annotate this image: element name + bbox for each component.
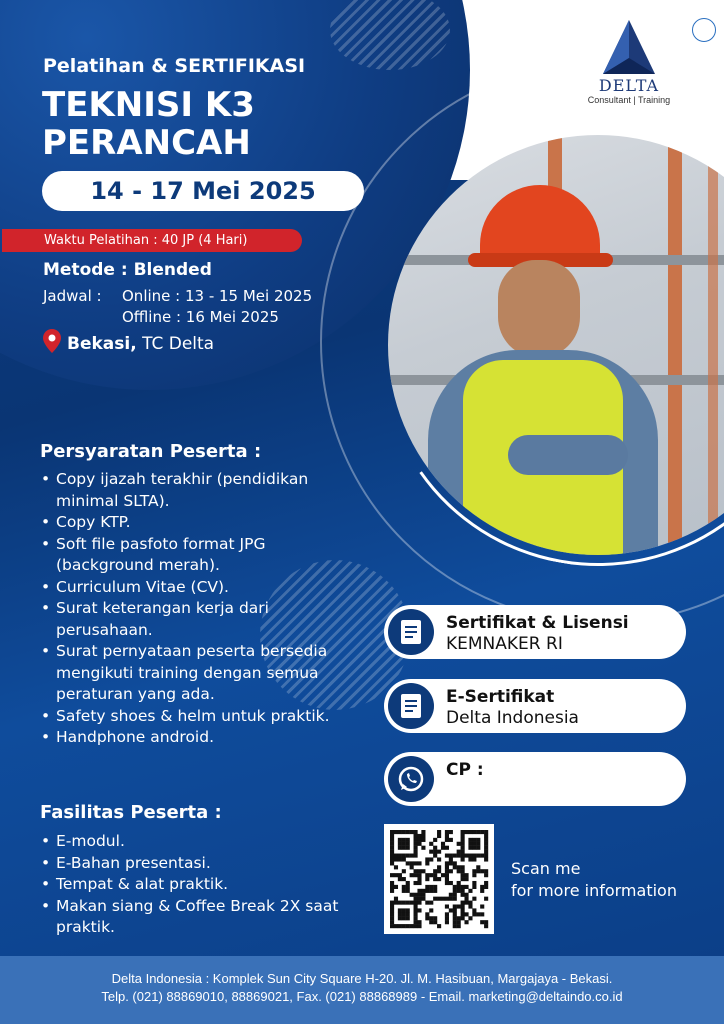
facilities-title: Fasilitas Peserta : [40,802,222,823]
list-item: • Copy ijazah terakhir (pendidikan minimal SLTA). [40,469,340,512]
document-icon [388,683,434,729]
schedule-online: Online : 13 - 15 Mei 2025 [122,287,313,305]
contact-card[interactable] [384,752,686,806]
footer [0,956,724,1024]
scan-line-1: Scan me [511,859,581,878]
list-item: • Surat pernyataan peserta bersedia mengikuti training dengan semua peraturan yang ada. [40,641,340,706]
location-pin-icon [43,329,61,353]
scan-line-2: for more information [511,881,677,900]
triangle-logo-icon [601,18,657,76]
qr-code[interactable] [384,824,494,934]
e-certificate-card [384,679,686,733]
list-item: • Tempat & alat praktik. [40,874,340,896]
title-line-1: TEKNISI K3 [42,85,255,125]
list-item: • Surat keterangan kerja dari perusahaan. [40,598,340,641]
page-title [42,86,362,162]
schedule-offline: Offline : 16 Mei 2025 [122,308,279,326]
scan-instruction [511,858,677,902]
list-item: • E-Bahan presentasi. [40,853,340,875]
duration-banner: Waktu Pelatihan : 40 JP (4 Hari) [2,229,302,252]
document-icon [388,609,434,655]
location [43,329,214,354]
subtitle: Pelatihan & SERTIFIKASI [43,55,306,77]
list-item: • Makan siang & Coffee Break 2X saat praktik. [40,896,340,939]
list-item: • Copy KTP. [40,512,340,534]
facilities-list [40,831,340,939]
list-item: • E-modul. [40,831,340,853]
requirements-title: Persyaratan Peserta : [40,441,262,462]
schedule-label: Jadwal : [43,287,102,305]
date-badge: 14 - 17 Mei 2025 [42,171,364,211]
list-item: • Handphone android. [40,727,340,749]
decorative-small-circle [692,18,716,42]
footer-contact: Telp. (021) 88869010, 88869021, Fax. (021) 88868989 - Email. marketing@deltaindo.co.id [101,989,623,1004]
contact-label: CP : [446,760,484,780]
location-venue: TC Delta [142,334,215,354]
list-item: • Safety shoes & helm untuk praktik. [40,706,340,728]
footer-address: Delta Indonesia : Komplek Sun City Square H-20. Jl. M. Hasibuan, Margajaya - Bekasi. [111,971,613,986]
card-subtitle: KEMNAKER RI [446,634,563,654]
location-city: Bekasi, [67,334,137,354]
logo-name: DELTA [598,76,660,95]
list-item: • Curriculum Vitae (CV). [40,577,340,599]
title-line-2: PERANCAH [42,123,251,163]
list-item: • Soft file pasfoto format JPG (background merah). [40,534,340,577]
whatsapp-icon [388,756,434,802]
certificate-license-card [384,605,686,659]
card-title: Sertifikat & Lisensi [446,613,629,633]
card-subtitle: Delta Indonesia [446,708,579,728]
delta-logo [584,18,674,105]
method-label: Metode : Blended [43,260,212,280]
requirements-list [40,469,340,749]
logo-tagline: Consultant | Training [587,95,671,105]
card-title: E-Sertifikat [446,687,555,707]
